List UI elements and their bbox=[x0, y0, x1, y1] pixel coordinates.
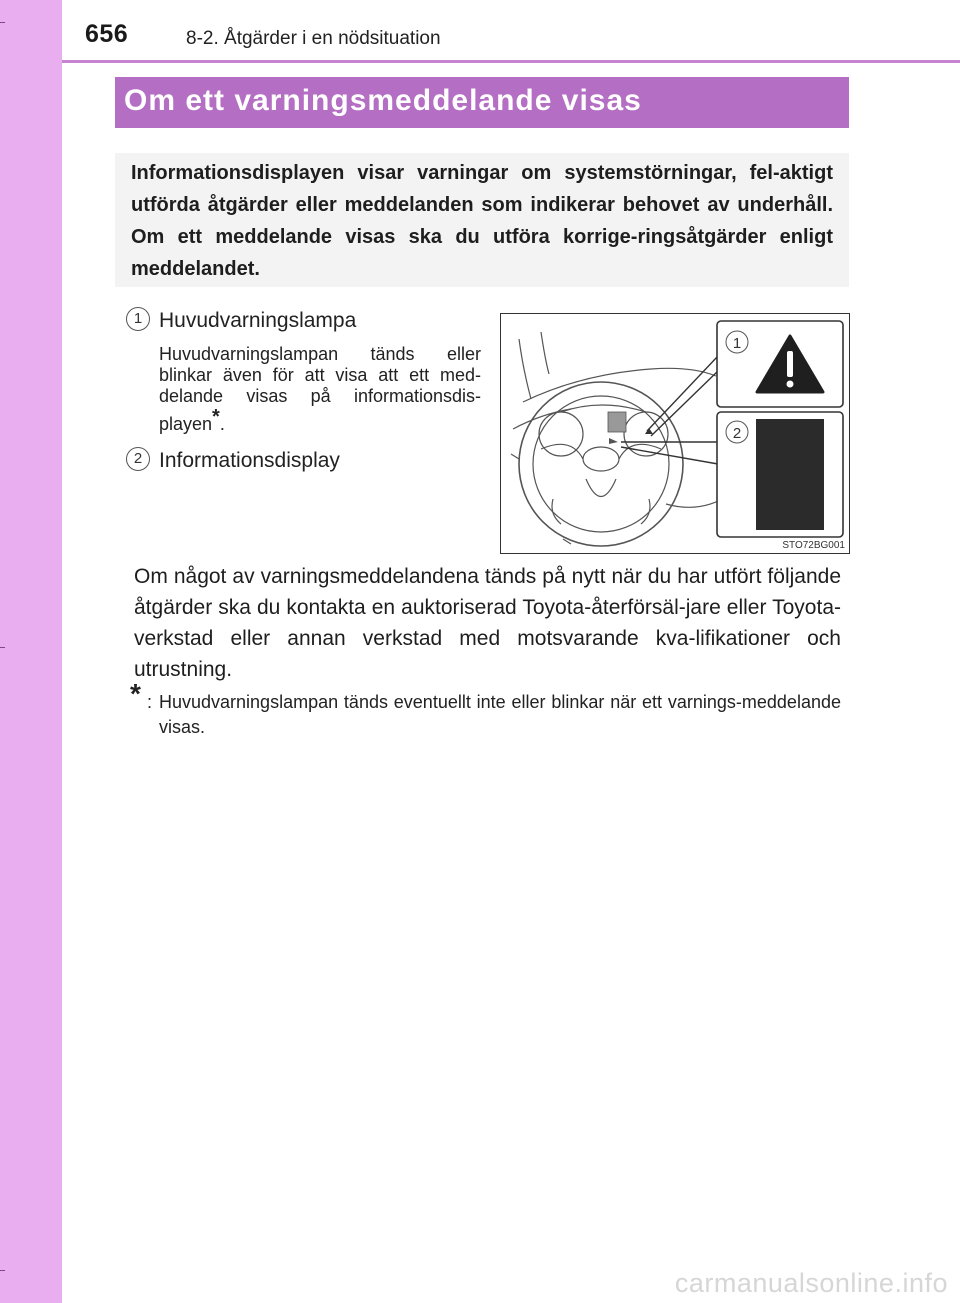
footnote bbox=[147, 690, 841, 740]
information-display-screen bbox=[756, 419, 824, 530]
item-number-badge: 2 bbox=[126, 447, 150, 471]
body-paragraph: Om något av varningsmeddelandena tänds på nytt när du har utfört följande åtgärder ska du kontakta en auktoriserad Toyota-återförsäl-jare eller Toyota-verkstad eller annan verkstad med motsvarande kva-lifikationer och utrustning. bbox=[134, 565, 841, 681]
footnote-colon: : bbox=[147, 692, 153, 712]
page-number: 656 bbox=[85, 20, 129, 48]
watermark: carmanualsonline.info bbox=[674, 1268, 948, 1298]
callout-label-1: 1 bbox=[732, 335, 742, 352]
footnote-text: Huvudvarningslampan tänds eventuellt inte eller blinkar när ett varnings-meddelande visas. bbox=[159, 692, 841, 737]
crop-mark bbox=[0, 1270, 5, 1271]
item-description-end: . bbox=[219, 414, 225, 434]
item-number-badge: 1 bbox=[126, 307, 150, 331]
item-title-information-display: Informationsdisplay bbox=[159, 449, 340, 472]
crop-mark bbox=[0, 22, 5, 23]
title-bar bbox=[115, 77, 849, 128]
illustration-code: STO72BG001 bbox=[782, 540, 845, 551]
crop-mark bbox=[0, 647, 5, 648]
item-title-main-warning-light: Huvudvarningslampa bbox=[159, 309, 357, 332]
asterisk-mark: * bbox=[212, 406, 220, 428]
intro-box bbox=[115, 153, 849, 287]
footnote-asterisk: * bbox=[130, 678, 141, 709]
callout-label-2: 2 bbox=[732, 425, 742, 442]
header-rule bbox=[62, 60, 960, 63]
intro-text: Informationsdisplayen visar varningar om systemstörningar, fel-aktigt utförda åtgärder eller meddelanden som indikerar behovet av underhåll. Om ett meddelande visas ska du utföra korrige-ringsåtgärder enligt meddelandet. bbox=[131, 162, 833, 280]
dashboard-illustration bbox=[500, 313, 850, 554]
item-description bbox=[159, 344, 481, 435]
page-margin-band bbox=[0, 0, 62, 1303]
page-title: Om ett varningsmeddelande visas bbox=[124, 84, 642, 117]
item-description-text: Huvudvarningslampan tänds eller blinkar även för att visa att ett med-delande visas på informationsdis-playen bbox=[159, 344, 481, 434]
section-heading: 8-2. Åtgärder i en nödsituation bbox=[186, 28, 441, 49]
dashboard-drawing bbox=[501, 314, 849, 553]
